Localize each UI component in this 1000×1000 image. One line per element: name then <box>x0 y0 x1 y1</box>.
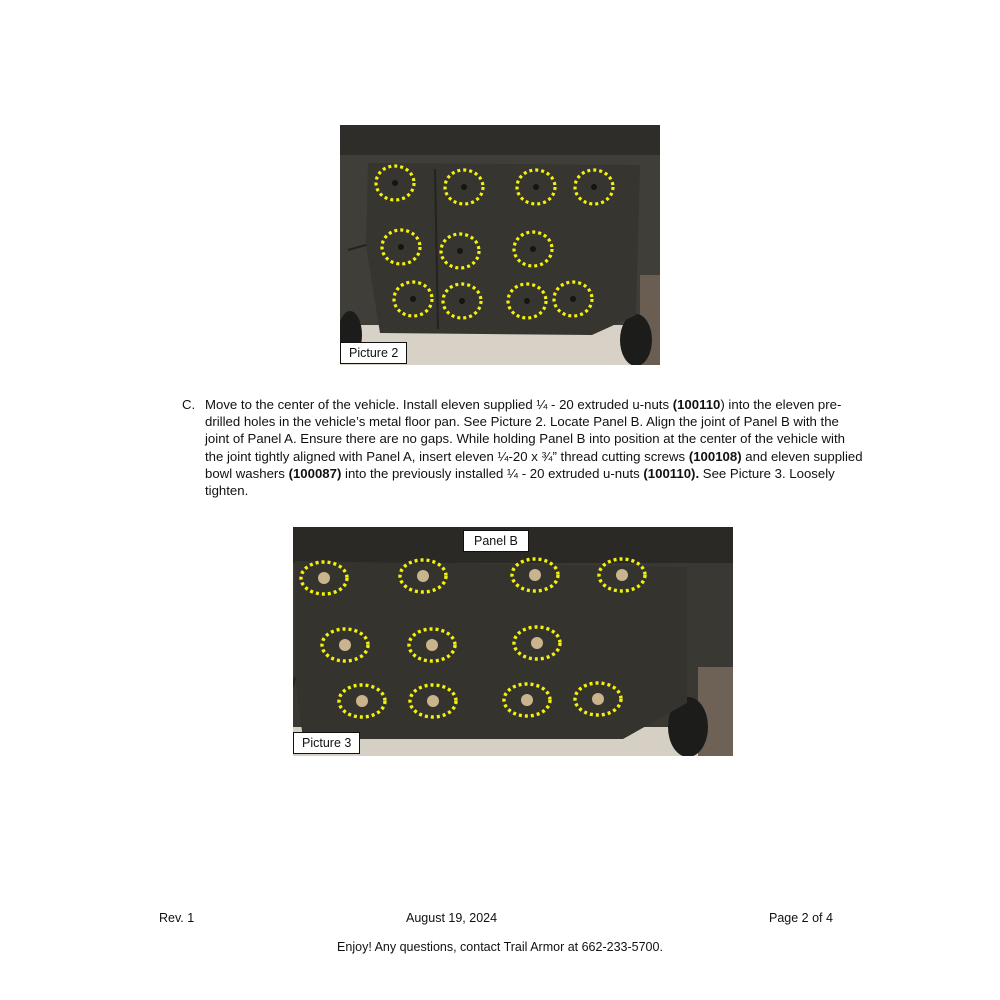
bowl-washer <box>531 637 543 649</box>
picture-2-photo <box>340 125 660 365</box>
bowl-washer <box>426 639 438 651</box>
step-text-segment: into the previously installed ¼ - 20 extruded u-nuts <box>341 465 644 481</box>
bowl-washer <box>417 570 429 582</box>
u-nut-hole <box>398 244 404 250</box>
picture-3-illustration <box>293 527 733 756</box>
picture-2-caption: Picture 2 <box>340 342 407 364</box>
panel-b-label: Panel B <box>463 530 529 552</box>
bowl-washer <box>356 695 368 707</box>
part-number: (100110). <box>643 465 700 481</box>
bowl-washer <box>339 639 351 651</box>
part-number: (100110 <box>672 397 721 412</box>
u-nut-hole <box>392 180 398 186</box>
bowl-washer <box>592 693 604 705</box>
step-text-segment: ) into the eleven pre-drilled holes in the vehicle’s metal floor pan. See Picture 2. Locate Panel B. Align the joint of Panel B with the joint of Panel A. Ensure there are no gaps. While holding Panel B into position at the center of the vehicle with the joint tightly aligned with Panel A, insert eleven ¼-20 x ¾” thread cutting screws <box>205 397 845 464</box>
step-c-text <box>205 396 865 499</box>
bowl-washer <box>318 572 330 584</box>
u-nut-hole <box>459 298 465 304</box>
step-letter: C. <box>182 397 196 412</box>
picture-3-caption: Picture 3 <box>293 732 360 754</box>
footer-contact: Enjoy! Any questions, contact Trail Armor at 662-233-5700. <box>337 940 663 954</box>
step-text-segment: Move to the center of the vehicle. Install eleven supplied ¼ - 20 extruded u-nuts <box>205 397 673 412</box>
u-nut-hole <box>461 184 467 190</box>
step-text-segment: and eleven supplied bowl washers <box>205 448 863 481</box>
step-text-segment: See Picture 3. Loosely tighten. <box>205 465 835 499</box>
footer-page-number: Page 2 of 4 <box>769 911 833 925</box>
u-nut-hole <box>457 248 463 254</box>
bowl-washer <box>529 569 541 581</box>
part-number: (100108) <box>688 448 742 464</box>
bowl-washer <box>521 694 533 706</box>
bowl-washer <box>616 569 628 581</box>
u-nut-hole <box>524 298 530 304</box>
u-nut-hole <box>591 184 597 190</box>
u-nut-hole <box>570 296 576 302</box>
u-nut-hole <box>530 246 536 252</box>
footer-revision: Rev. 1 <box>159 911 195 925</box>
u-nut-hole <box>410 296 416 302</box>
bowl-washer <box>427 695 439 707</box>
picture-2-illustration <box>340 125 660 365</box>
footer-date: August 19, 2024 <box>406 911 498 925</box>
part-number: (100087) <box>288 465 342 481</box>
u-nut-hole <box>533 184 539 190</box>
picture-3-photo <box>293 527 733 756</box>
